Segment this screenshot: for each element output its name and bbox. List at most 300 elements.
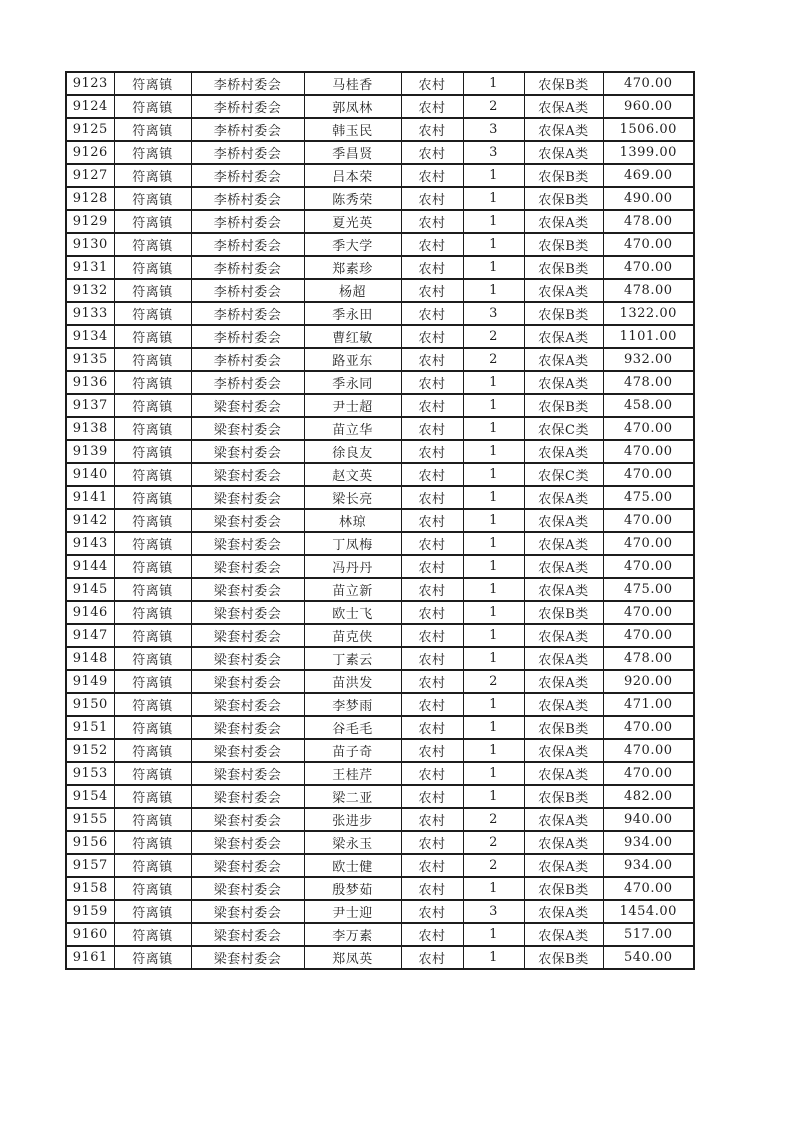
cell-insurance_type: 农保A类 (524, 693, 603, 716)
cell-insurance_type: 农保B类 (524, 946, 603, 969)
cell-village: 李桥村委会 (191, 279, 304, 302)
table-row (66, 693, 694, 716)
cell-count: 1 (463, 233, 524, 256)
cell-category: 农村 (401, 923, 463, 946)
cell-id: 9131 (66, 256, 114, 279)
table-row (66, 463, 694, 486)
cell-id: 9130 (66, 233, 114, 256)
cell-amount: 478.00 (603, 279, 694, 302)
cell-amount: 470.00 (603, 463, 694, 486)
cell-count: 1 (463, 946, 524, 969)
table-row (66, 210, 694, 233)
cell-amount: 470.00 (603, 739, 694, 762)
table-row (66, 854, 694, 877)
cell-town: 符离镇 (114, 923, 191, 946)
table-row (66, 946, 694, 969)
cell-amount: 478.00 (603, 647, 694, 670)
cell-id: 9138 (66, 417, 114, 440)
cell-category: 农村 (401, 647, 463, 670)
cell-id: 9149 (66, 670, 114, 693)
cell-village: 李桥村委会 (191, 210, 304, 233)
cell-count: 1 (463, 578, 524, 601)
cell-amount: 475.00 (603, 578, 694, 601)
cell-id: 9160 (66, 923, 114, 946)
cell-insurance_type: 农保B类 (524, 164, 603, 187)
cell-town: 符离镇 (114, 348, 191, 371)
cell-count: 1 (463, 555, 524, 578)
cell-name: 季永田 (304, 302, 401, 325)
cell-town: 符离镇 (114, 118, 191, 141)
cell-name: 郭凤林 (304, 95, 401, 118)
cell-insurance_type: 农保B类 (524, 187, 603, 210)
cell-amount: 470.00 (603, 601, 694, 624)
cell-town: 符离镇 (114, 72, 191, 95)
cell-village: 梁套村委会 (191, 946, 304, 969)
cell-insurance_type: 农保A类 (524, 325, 603, 348)
cell-count: 1 (463, 693, 524, 716)
cell-village: 梁套村委会 (191, 647, 304, 670)
cell-name: 路亚东 (304, 348, 401, 371)
cell-amount: 934.00 (603, 831, 694, 854)
cell-count: 1 (463, 256, 524, 279)
cell-town: 符离镇 (114, 95, 191, 118)
cell-village: 梁套村委会 (191, 578, 304, 601)
cell-amount: 934.00 (603, 854, 694, 877)
cell-count: 1 (463, 440, 524, 463)
cell-town: 符离镇 (114, 509, 191, 532)
cell-name: 曹红敏 (304, 325, 401, 348)
cell-village: 梁套村委会 (191, 762, 304, 785)
table-row (66, 716, 694, 739)
cell-insurance_type: 农保A类 (524, 371, 603, 394)
cell-village: 梁套村委会 (191, 923, 304, 946)
cell-count: 2 (463, 831, 524, 854)
cell-category: 农村 (401, 624, 463, 647)
table-row (66, 164, 694, 187)
table-row (66, 785, 694, 808)
cell-town: 符离镇 (114, 233, 191, 256)
cell-amount: 470.00 (603, 762, 694, 785)
cell-insurance_type: 农保B类 (524, 877, 603, 900)
cell-town: 符离镇 (114, 210, 191, 233)
cell-name: 苗立华 (304, 417, 401, 440)
table-row (66, 279, 694, 302)
table-row (66, 325, 694, 348)
cell-name: 夏光英 (304, 210, 401, 233)
table-row (66, 578, 694, 601)
table-body (66, 72, 694, 969)
cell-amount: 920.00 (603, 670, 694, 693)
cell-category: 农村 (401, 854, 463, 877)
cell-insurance_type: 农保B类 (524, 233, 603, 256)
cell-town: 符离镇 (114, 578, 191, 601)
cell-village: 梁套村委会 (191, 394, 304, 417)
cell-category: 农村 (401, 463, 463, 486)
cell-name: 梁永玉 (304, 831, 401, 854)
cell-amount: 932.00 (603, 348, 694, 371)
cell-village: 梁套村委会 (191, 693, 304, 716)
cell-amount: 458.00 (603, 394, 694, 417)
table-row (66, 900, 694, 923)
cell-category: 农村 (401, 95, 463, 118)
cell-category: 农村 (401, 808, 463, 831)
cell-village: 李桥村委会 (191, 302, 304, 325)
cell-town: 符离镇 (114, 164, 191, 187)
cell-insurance_type: 农保A类 (524, 900, 603, 923)
cell-count: 1 (463, 394, 524, 417)
cell-insurance_type: 农保B类 (524, 302, 603, 325)
cell-count: 1 (463, 877, 524, 900)
cell-category: 农村 (401, 877, 463, 900)
cell-village: 李桥村委会 (191, 348, 304, 371)
table-row (66, 923, 694, 946)
cell-id: 9134 (66, 325, 114, 348)
cell-amount: 478.00 (603, 210, 694, 233)
cell-insurance_type: 农保C类 (524, 463, 603, 486)
cell-town: 符离镇 (114, 279, 191, 302)
table-row (66, 187, 694, 210)
table-row (66, 486, 694, 509)
cell-town: 符离镇 (114, 762, 191, 785)
cell-id: 9153 (66, 762, 114, 785)
cell-village: 梁套村委会 (191, 716, 304, 739)
table-row (66, 601, 694, 624)
cell-town: 符离镇 (114, 440, 191, 463)
cell-name: 韩玉民 (304, 118, 401, 141)
cell-category: 农村 (401, 118, 463, 141)
cell-village: 梁套村委会 (191, 808, 304, 831)
cell-amount: 470.00 (603, 509, 694, 532)
cell-village: 李桥村委会 (191, 371, 304, 394)
cell-town: 符离镇 (114, 877, 191, 900)
cell-village: 梁套村委会 (191, 601, 304, 624)
payout-table (65, 71, 695, 970)
cell-amount: 470.00 (603, 532, 694, 555)
cell-count: 1 (463, 417, 524, 440)
cell-village: 梁套村委会 (191, 417, 304, 440)
cell-village: 梁套村委会 (191, 739, 304, 762)
cell-town: 符离镇 (114, 601, 191, 624)
cell-insurance_type: 农保C类 (524, 417, 603, 440)
cell-category: 农村 (401, 555, 463, 578)
cell-town: 符离镇 (114, 302, 191, 325)
cell-id: 9125 (66, 118, 114, 141)
cell-amount: 470.00 (603, 256, 694, 279)
cell-count: 2 (463, 854, 524, 877)
cell-id: 9154 (66, 785, 114, 808)
cell-name: 殷梦茹 (304, 877, 401, 900)
cell-amount: 470.00 (603, 555, 694, 578)
cell-name: 郑素珍 (304, 256, 401, 279)
cell-category: 农村 (401, 509, 463, 532)
cell-insurance_type: 农保A类 (524, 440, 603, 463)
cell-count: 1 (463, 923, 524, 946)
cell-town: 符离镇 (114, 808, 191, 831)
cell-count: 1 (463, 647, 524, 670)
cell-amount: 475.00 (603, 486, 694, 509)
cell-town: 符离镇 (114, 831, 191, 854)
table-row (66, 371, 694, 394)
table-row (66, 118, 694, 141)
table-row (66, 141, 694, 164)
cell-amount: 1322.00 (603, 302, 694, 325)
cell-name: 陈秀荣 (304, 187, 401, 210)
cell-insurance_type: 农保B类 (524, 256, 603, 279)
cell-id: 9152 (66, 739, 114, 762)
cell-town: 符离镇 (114, 946, 191, 969)
cell-category: 农村 (401, 440, 463, 463)
table-row (66, 670, 694, 693)
cell-insurance_type: 农保A类 (524, 279, 603, 302)
cell-id: 9139 (66, 440, 114, 463)
cell-village: 梁套村委会 (191, 831, 304, 854)
cell-count: 1 (463, 601, 524, 624)
cell-amount: 1506.00 (603, 118, 694, 141)
cell-category: 农村 (401, 739, 463, 762)
cell-id: 9161 (66, 946, 114, 969)
cell-category: 农村 (401, 72, 463, 95)
cell-id: 9132 (66, 279, 114, 302)
cell-name: 尹士超 (304, 394, 401, 417)
cell-name: 苗立新 (304, 578, 401, 601)
cell-id: 9136 (66, 371, 114, 394)
cell-name: 丁素云 (304, 647, 401, 670)
table-row (66, 394, 694, 417)
cell-amount: 470.00 (603, 877, 694, 900)
cell-category: 农村 (401, 900, 463, 923)
cell-name: 欧士飞 (304, 601, 401, 624)
cell-category: 农村 (401, 946, 463, 969)
cell-village: 李桥村委会 (191, 325, 304, 348)
cell-category: 农村 (401, 670, 463, 693)
cell-count: 1 (463, 371, 524, 394)
cell-insurance_type: 农保A类 (524, 831, 603, 854)
cell-village: 李桥村委会 (191, 95, 304, 118)
cell-amount: 478.00 (603, 371, 694, 394)
cell-insurance_type: 农保A类 (524, 808, 603, 831)
cell-insurance_type: 农保A类 (524, 486, 603, 509)
cell-insurance_type: 农保A类 (524, 670, 603, 693)
cell-count: 1 (463, 210, 524, 233)
cell-amount: 471.00 (603, 693, 694, 716)
cell-category: 农村 (401, 371, 463, 394)
cell-amount: 940.00 (603, 808, 694, 831)
table-row (66, 762, 694, 785)
cell-category: 农村 (401, 187, 463, 210)
cell-name: 徐良友 (304, 440, 401, 463)
cell-town: 符离镇 (114, 463, 191, 486)
cell-village: 梁套村委会 (191, 486, 304, 509)
cell-category: 农村 (401, 831, 463, 854)
cell-town: 符离镇 (114, 486, 191, 509)
cell-village: 梁套村委会 (191, 509, 304, 532)
cell-id: 9159 (66, 900, 114, 923)
cell-count: 2 (463, 325, 524, 348)
cell-category: 农村 (401, 233, 463, 256)
table-row (66, 302, 694, 325)
cell-amount: 1399.00 (603, 141, 694, 164)
cell-name: 苗子奇 (304, 739, 401, 762)
cell-name: 苗洪发 (304, 670, 401, 693)
cell-category: 农村 (401, 348, 463, 371)
cell-insurance_type: 农保B类 (524, 601, 603, 624)
cell-village: 梁套村委会 (191, 877, 304, 900)
cell-name: 丁凤梅 (304, 532, 401, 555)
table-row (66, 440, 694, 463)
cell-name: 王桂芹 (304, 762, 401, 785)
cell-amount: 470.00 (603, 417, 694, 440)
cell-count: 1 (463, 72, 524, 95)
cell-name: 梁二亚 (304, 785, 401, 808)
cell-village: 梁套村委会 (191, 624, 304, 647)
cell-amount: 1454.00 (603, 900, 694, 923)
cell-insurance_type: 农保A类 (524, 854, 603, 877)
cell-insurance_type: 农保A类 (524, 141, 603, 164)
cell-id: 9145 (66, 578, 114, 601)
cell-amount: 1101.00 (603, 325, 694, 348)
cell-id: 9158 (66, 877, 114, 900)
cell-category: 农村 (401, 762, 463, 785)
cell-id: 9135 (66, 348, 114, 371)
cell-insurance_type: 农保A类 (524, 762, 603, 785)
cell-id: 9123 (66, 72, 114, 95)
table-row (66, 417, 694, 440)
cell-id: 9140 (66, 463, 114, 486)
cell-town: 符离镇 (114, 624, 191, 647)
cell-town: 符离镇 (114, 141, 191, 164)
cell-town: 符离镇 (114, 417, 191, 440)
cell-name: 马桂香 (304, 72, 401, 95)
cell-town: 符离镇 (114, 670, 191, 693)
cell-count: 1 (463, 624, 524, 647)
cell-insurance_type: 农保A类 (524, 647, 603, 670)
table-row (66, 647, 694, 670)
cell-name: 吕本荣 (304, 164, 401, 187)
cell-insurance_type: 农保B类 (524, 72, 603, 95)
table-row (66, 348, 694, 371)
cell-category: 农村 (401, 578, 463, 601)
table-row (66, 555, 694, 578)
cell-village: 梁套村委会 (191, 785, 304, 808)
cell-village: 李桥村委会 (191, 233, 304, 256)
cell-town: 符离镇 (114, 187, 191, 210)
cell-category: 农村 (401, 164, 463, 187)
cell-amount: 540.00 (603, 946, 694, 969)
cell-name: 苗克侠 (304, 624, 401, 647)
cell-category: 农村 (401, 256, 463, 279)
cell-name: 林琼 (304, 509, 401, 532)
cell-name: 李万素 (304, 923, 401, 946)
cell-category: 农村 (401, 141, 463, 164)
cell-village: 李桥村委会 (191, 164, 304, 187)
cell-town: 符离镇 (114, 256, 191, 279)
cell-insurance_type: 农保A类 (524, 739, 603, 762)
cell-amount: 482.00 (603, 785, 694, 808)
cell-id: 9142 (66, 509, 114, 532)
cell-count: 1 (463, 716, 524, 739)
cell-name: 李梦雨 (304, 693, 401, 716)
table-row (66, 532, 694, 555)
cell-village: 李桥村委会 (191, 187, 304, 210)
cell-category: 农村 (401, 417, 463, 440)
cell-town: 符离镇 (114, 739, 191, 762)
cell-name: 谷毛毛 (304, 716, 401, 739)
cell-name: 欧士健 (304, 854, 401, 877)
cell-count: 2 (463, 348, 524, 371)
cell-insurance_type: 农保A类 (524, 348, 603, 371)
cell-insurance_type: 农保A类 (524, 923, 603, 946)
cell-count: 1 (463, 785, 524, 808)
cell-category: 农村 (401, 532, 463, 555)
cell-count: 1 (463, 463, 524, 486)
cell-id: 9143 (66, 532, 114, 555)
cell-id: 9156 (66, 831, 114, 854)
cell-amount: 960.00 (603, 95, 694, 118)
cell-id: 9146 (66, 601, 114, 624)
cell-count: 1 (463, 279, 524, 302)
cell-amount: 470.00 (603, 233, 694, 256)
cell-village: 梁套村委会 (191, 854, 304, 877)
cell-amount: 470.00 (603, 72, 694, 95)
table-row (66, 624, 694, 647)
cell-id: 9127 (66, 164, 114, 187)
cell-id: 9144 (66, 555, 114, 578)
table-row (66, 256, 694, 279)
cell-count: 1 (463, 739, 524, 762)
cell-town: 符离镇 (114, 900, 191, 923)
cell-name: 季永同 (304, 371, 401, 394)
cell-name: 赵文英 (304, 463, 401, 486)
cell-id: 9124 (66, 95, 114, 118)
cell-amount: 470.00 (603, 624, 694, 647)
cell-amount: 469.00 (603, 164, 694, 187)
cell-amount: 490.00 (603, 187, 694, 210)
table-row (66, 808, 694, 831)
cell-count: 1 (463, 532, 524, 555)
cell-amount: 470.00 (603, 716, 694, 739)
cell-village: 李桥村委会 (191, 72, 304, 95)
cell-category: 农村 (401, 693, 463, 716)
cell-count: 2 (463, 808, 524, 831)
cell-amount: 470.00 (603, 440, 694, 463)
table-row (66, 72, 694, 95)
cell-category: 农村 (401, 785, 463, 808)
table-row (66, 95, 694, 118)
cell-id: 9155 (66, 808, 114, 831)
cell-insurance_type: 农保B类 (524, 394, 603, 417)
cell-id: 9157 (66, 854, 114, 877)
cell-id: 9133 (66, 302, 114, 325)
cell-category: 农村 (401, 302, 463, 325)
cell-id: 9126 (66, 141, 114, 164)
cell-count: 1 (463, 164, 524, 187)
cell-town: 符离镇 (114, 716, 191, 739)
cell-town: 符离镇 (114, 693, 191, 716)
cell-insurance_type: 农保A类 (524, 624, 603, 647)
cell-insurance_type: 农保A类 (524, 118, 603, 141)
cell-village: 李桥村委会 (191, 118, 304, 141)
cell-insurance_type: 农保A类 (524, 578, 603, 601)
cell-name: 郑凤英 (304, 946, 401, 969)
cell-category: 农村 (401, 394, 463, 417)
cell-insurance_type: 农保A类 (524, 95, 603, 118)
cell-category: 农村 (401, 486, 463, 509)
cell-insurance_type: 农保A类 (524, 210, 603, 233)
cell-town: 符离镇 (114, 532, 191, 555)
cell-count: 3 (463, 141, 524, 164)
cell-id: 9141 (66, 486, 114, 509)
cell-insurance_type: 农保B类 (524, 716, 603, 739)
